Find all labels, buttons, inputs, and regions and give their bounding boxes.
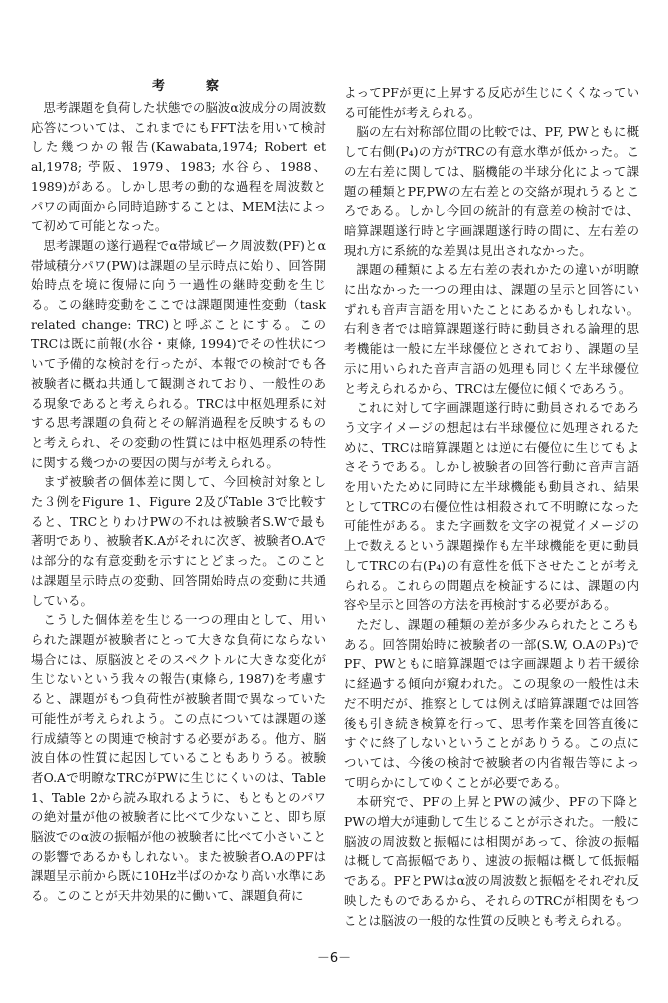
paragraph: これに対して字画課題遂行時に動員されるであろう文字イメージの想起は右半球優位に処理されるために、TRCは暗算課題とは逆に右優位に生じてもよさそうである。しかし被験者の回答行動に音声言語を用いたために同時に左半球機能も動員され、結果としてTRCの右優位性は相殺されて不明瞭になった可能性がある。また字画数を文字の視覚イメージの上で数えるという課題操作も左半球機能を更に動員してTRCの右(P₄)の有意性を低下させたことが考えられる。これらの問題点を検証するには、課題の内容や呈示と回答の方法を再検討する必要がある。 [344,400,639,613]
page-number: －6－ [316,951,352,966]
paragraph: 思考課題を負荷した状態での脳波α波成分の周波数応答については、これまでにもFFT法を用いて検討した幾つかの報告(Kawabata,1974; Robert et al,1978; 苧阪、1979、1983; 水谷ら、1988、1989)がある。しかし思考の動的な過程を周波数とパワの両面から同時追跡することは、MEM法によって初めて可能となった。 [31,100,326,234]
paragraph: 思考課題の遂行過程でα帯域ピーク周波数(PF)とα帯域積分パワ(PW)は課題の呈示時点に始り、回答開始時点を境に復帰に向う一過性の継時変動を生じる。この継時変動をここでは課題関連性変動（task related change: TRC)と呼ぶことにする。このTRCは既に前報(水谷・東條, 1994)でその性状について予備的な検討を行ったが、本報での検討でも各被験者に概ね共通して観測されており、一般性のある現象であると考えられる。TRCは中枢処理系に対する思考課題の負荷とその解消過程を反映するものと考えられ、その変動の性質には中枢処理系の特性に関する幾つかの要因の関与が考えられる。 [31,237,326,470]
paragraph: 本研究で、PFの上昇とPWの減少、PFの下降とPWの増大が連動して生じることが示された。一般に脳波の周波数と振幅には相関があって、徐波の振幅は概して高振幅であり、速波の振幅は概して低振幅である。PFとPWはα波の周波数と振幅をそれぞれ反映したものであるから、それらのTRCが相関をもつことは脳波の一般的な性質の反映とも考えられる。 [344,794,639,928]
paragraph: こうした個体差を生じる一つの理由として、用いられた課題が被験者にとって大きな負荷にならない場合には、原脳波とそのスペクトルに大きな変化が生じないという我々の報告(東條ら, 1987)を考慮すると、課題がもつ負荷性が被験者間で異なっていた可能性が考えられよう。この点については課題の遂行成績等との関連で検討する必要がある。他方、脳波自体の性質に起因していることもありうる。被験者O.Aで明瞭なTRCがPWに生じにくいのは、Table 1、Table 2から読み取れるように、もともとのパワの絶対量が他の被験者に比べて少ないこと、即ち原脳波でのα波の振幅が他の被験者に比べて小さいことの影響であるかもしれない。また被験者O.AのPFは課題呈示前から既に10Hz半ばのかなり高い水準にある。このことが天井効果的に働いて、課題負荷に [31,612,326,904]
paragraph: 課題の種類による左右差の表れかたの違いが明瞭に出なかった一つの理由は、課題の呈示と回答にいずれも音声言語を用いたことにあるかもしれない。右利き者では暗算課題遂行時に動員される論理的思考機能は一般に左半球優位とされており、課題の呈示に用いられた音声言語の処理も同じく左半球優位と考えられるから、TRCは左優位に傾くであろう。 [344,262,639,396]
left-column [31,98,326,906]
right-column [344,83,639,930]
paragraph: 脳の左右対称部位間の比較では、PF, PWともに概して右側(P₄)の方がTRCの有意水準が低かった。この左右差に関しては、脳機能の半球分化によって課題の種類とPF,PWの左右差との交絡が現れうるところである。しかし今回の統計的有意差の検討では、暗算課題遂行時と字画課題遂行時の間に、左右差の現れ方に系統的な差異は見出されなかった。 [344,124,639,258]
paragraph: まず被験者の個体差に関して、今回検討対象とした３例をFigure 1、Figure 2及びTable 3で比較すると、TRCとりわけPWの不れは被験者S.Wで最も著明であり、被験者K.Aがそれに次ぎ、被験者O.Aでは部分的な有意変動を示すにとどまった。このことは課題呈示時点の変動、回答開始時点の変動に共通している。 [31,474,326,608]
section-heading: 考 察 [151,79,233,94]
paragraph: よってPFが更に上昇する反応が生じにくくなっている可能性が考えられる。 [344,85,639,120]
paragraph: ただし、課題の種類の差が多少みられたところもある。回答開始時に被験者の一部(S.W, O.AのP₃)でPF、PWともに暗算課題では字画課題より若干緩徐に経過する傾向が窺われた。この現象の一般性は未だ不明だが、推察としては例えば暗算課題では回答後も引き続き検算を行って、思考作業を回答直後にすぐに終了しないということがありうる。この点については、今後の検討で被験者の内省報告等によって明らかにしてゆくことが必要である。 [344,616,639,790]
